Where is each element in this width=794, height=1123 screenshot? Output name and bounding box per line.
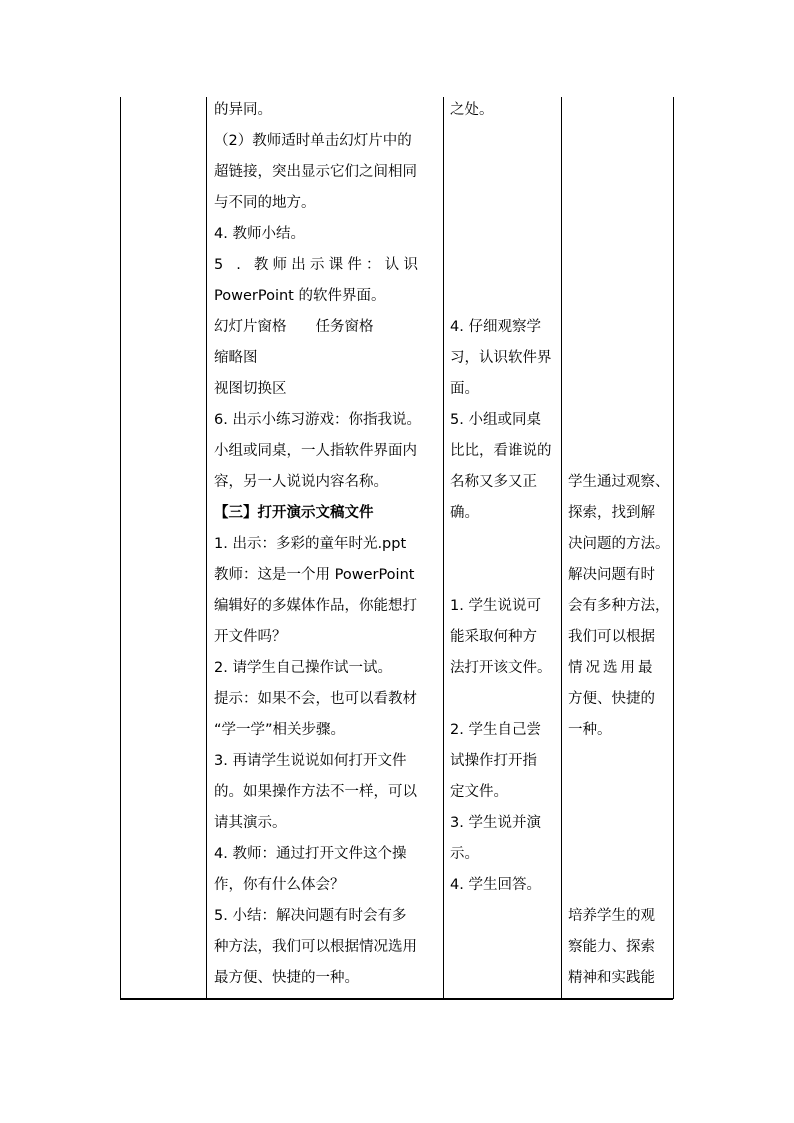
- text-line: 教师：这是一个用 PowerPoint: [214, 567, 415, 583]
- text-line: 会有多种方法，: [568, 598, 670, 614]
- text-line: 方便、快捷的: [568, 691, 655, 707]
- text-line: 提示：如果不会，也可以看教材: [214, 691, 417, 707]
- text-line: 请其演示。: [214, 815, 287, 831]
- text-line: PowerPoint 的软件界面。: [214, 288, 386, 304]
- text-line: 3. 再请学生说说如何打开文件: [214, 753, 407, 769]
- text-line: 的。如果操作方法不一样，可以: [214, 784, 417, 800]
- text-line: 学生通过观察、: [568, 474, 670, 490]
- text-line: 1. 学生说说可: [450, 598, 541, 614]
- table-border-col1: [206, 97, 207, 999]
- text-line: 决问题的方法。: [568, 536, 670, 552]
- text-line: 最方便、快捷的一种。: [214, 970, 359, 986]
- text-line: 面。: [450, 381, 479, 397]
- text-line: 1. 出示：多彩的童年时光.ppt: [214, 536, 407, 552]
- text-line: 培养学生的观: [568, 908, 655, 924]
- text-line: 作，你有什么体会？: [214, 877, 345, 893]
- text-line: 种方法，我们可以根据情况选用: [214, 939, 417, 955]
- text-line: 4. 学生回答。: [450, 877, 541, 893]
- teacher-activity-cell: [214, 95, 440, 994]
- student-activity-cell: [450, 95, 562, 901]
- text-line: 名称又多又正: [450, 474, 537, 490]
- text-line: 3. 学生说并演: [450, 815, 541, 831]
- text-line: 察能力、探索: [568, 939, 655, 955]
- text-line: 比比，看谁说的: [450, 443, 552, 459]
- text-line: 2. 学生自己尝: [450, 722, 541, 738]
- text-line: 5. 小组或同桌: [450, 412, 541, 428]
- text-line: 5 . 教师出示课件：认识: [214, 257, 423, 273]
- text-line: 超链接，突出显示它们之间相同: [214, 164, 417, 180]
- text-line: 示。: [450, 846, 479, 862]
- text-line: 法打开该文件。: [450, 660, 552, 676]
- design-intent-cell: [568, 95, 674, 994]
- text-line: 缩略图: [214, 350, 258, 366]
- text-line: 之处。: [450, 102, 494, 118]
- text-line: 5. 小结：解决问题有时会有多: [214, 908, 407, 924]
- text-line: 一种。: [568, 722, 612, 738]
- text-line: 容，另一人说说内容名称。: [214, 474, 388, 490]
- text-line: 与不同的地方。: [214, 195, 316, 211]
- text-line: 精神和实践能: [568, 970, 655, 986]
- section-heading: 【三】打开演示文稿文件: [214, 505, 374, 521]
- text-line: 4. 仔细观察学: [450, 319, 541, 335]
- text-line: 解决问题有时: [568, 567, 655, 583]
- text-line: 我们可以根据: [568, 629, 655, 645]
- text-line: “学一学”相关步骤。: [214, 722, 346, 738]
- text-line: 6. 出示小练习游戏：你指我说。: [214, 412, 421, 428]
- table-border-left: [120, 97, 121, 999]
- text-line: 开文件吗？: [214, 629, 287, 645]
- text-line: 探索，找到解: [568, 505, 655, 521]
- text-line: 2. 请学生自己操作试一试。: [214, 660, 392, 676]
- text-line: （2）教师适时单击幻灯片中的: [214, 133, 412, 149]
- text-line: 4. 教师小结。: [214, 226, 305, 242]
- text-line: 4. 教师：通过打开文件这个操: [214, 846, 407, 862]
- table-border-bottom: [120, 998, 673, 1000]
- text-line: 编辑好的多媒体作品，你能想打: [214, 598, 417, 614]
- text-line: 习，认识软件界: [450, 350, 552, 366]
- text-line: 确。: [450, 505, 479, 521]
- text-line: 小组或同桌，一人指软件界面内: [214, 443, 417, 459]
- text-line: 的异同。: [214, 102, 272, 118]
- text-line: 视图切换区: [214, 381, 287, 397]
- text-line: 试操作打开指: [450, 753, 537, 769]
- text-line: 幻灯片窗格 任务窗格: [214, 319, 374, 335]
- text-line: 能采取何种方: [450, 629, 537, 645]
- text-line: 定文件。: [450, 784, 508, 800]
- table-border-col2: [443, 97, 444, 999]
- text-line: 情况选用最: [568, 660, 656, 676]
